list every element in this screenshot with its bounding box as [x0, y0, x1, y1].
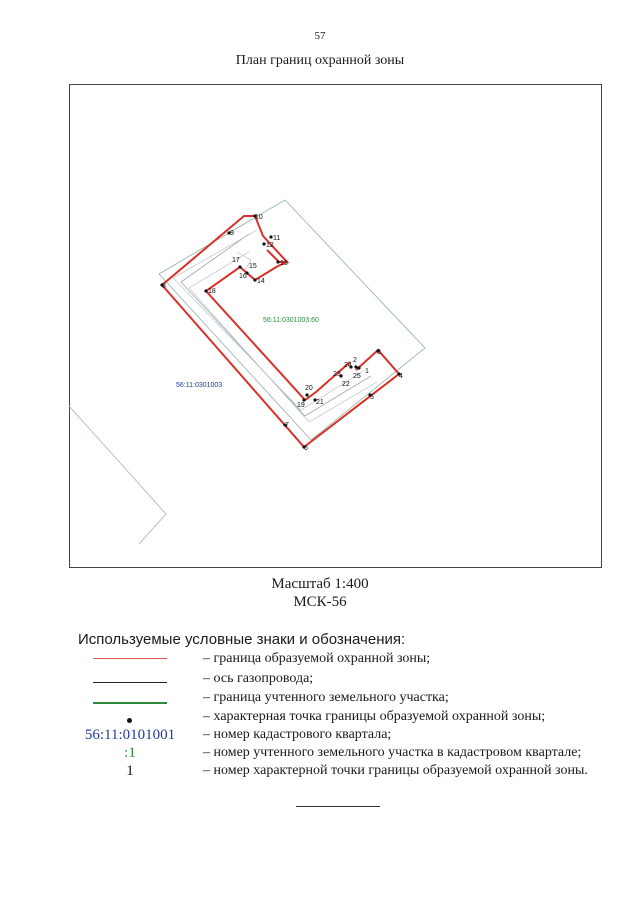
point-label-19: 19: [297, 402, 305, 409]
point-2-dot: [354, 365, 357, 368]
legend-desc: – граница учтенного земельного участка;: [203, 690, 449, 705]
point-label-6: 6: [304, 445, 308, 452]
point-label-23: 23: [333, 371, 341, 378]
closing-separator-line: [296, 806, 380, 807]
legend-item-gas-pipeline: [75, 671, 635, 689]
legend-item-parcel-boundary: [75, 690, 635, 708]
characteristic-points: [160, 214, 400, 448]
cadastral-quarter-label: 56:11:0301003: [176, 382, 223, 389]
legend-symbol-point-number: 1: [126, 763, 134, 779]
point-label-9: 9: [230, 230, 234, 237]
page-title: План границ охранной зоны: [235, 53, 405, 68]
legend-symbol-quarter-number: 56:11:0101001: [84, 727, 176, 743]
legend-desc: – номер кадастрового квартала;: [203, 727, 392, 742]
legend-symbol-green-line: [75, 690, 185, 708]
legend-item-characteristic-point: [75, 709, 635, 727]
map-scale: Масштаб 1:400: [271, 576, 369, 592]
legend-item-parcel-number: [75, 745, 635, 763]
point-label-10: 10: [255, 214, 263, 221]
point-label-11: 11: [273, 235, 281, 242]
legend-heading: Используемые условные знаки и обозначения:: [78, 631, 406, 648]
legend-symbol-parcel-number: :1: [124, 745, 136, 761]
zone-boundary-outer: [162, 216, 399, 447]
legend-desc: – граница образуемой охранной зоны;: [203, 651, 431, 666]
zone-boundary-inner: [206, 266, 350, 400]
point-label-20: 20: [305, 385, 313, 392]
point-label-13: 13: [280, 260, 288, 267]
point-label-2: 2: [353, 357, 357, 364]
parcel-label: 56:11:0301003:60: [263, 317, 319, 324]
point-label-15: 15: [249, 263, 257, 270]
point-20-dot: [305, 393, 308, 396]
quarter-boundary-left: [69, 406, 166, 544]
page-number: 57: [314, 30, 326, 42]
legend-desc: – номер характерной точки границы образуемой охранной зоны.: [203, 763, 588, 778]
point-label-8: 8: [162, 283, 166, 290]
boundary-plan-map: [69, 84, 602, 568]
point-label-16: 16: [239, 273, 247, 280]
point-1-dot: [357, 366, 360, 369]
legend-item-point-number: [75, 763, 635, 781]
point-label-22: 22: [342, 381, 350, 388]
point-label-3: 3: [377, 349, 381, 356]
point-label-1: 1: [365, 368, 369, 375]
point-label-14: 14: [257, 278, 265, 285]
legend-symbol-red-line: [75, 651, 185, 669]
point-label-7: 7: [285, 422, 289, 429]
point-label-5: 5: [370, 394, 374, 401]
point-17-dot: [238, 265, 241, 268]
point-label-17: 17: [232, 257, 240, 264]
legend-desc: – характерная точка границы образуемой охранной зоны;: [203, 709, 546, 724]
point-label-12: 12: [266, 242, 274, 249]
legend-item-zone-boundary: [75, 651, 635, 669]
legend-symbol-black-line: [75, 671, 185, 689]
point-label-4: 4: [399, 373, 403, 380]
point-label-21: 21: [316, 399, 324, 406]
legend-desc: – номер учтенного земельного участка в кадастровом квартале;: [203, 745, 582, 760]
legend-symbol-dot: [75, 709, 185, 727]
point-label-18: 18: [208, 288, 216, 295]
point-label-25: 25: [353, 373, 361, 380]
legend-desc: – ось газопровода;: [203, 671, 314, 686]
coordinate-system: МСК-56: [293, 594, 347, 610]
legend-item-cadastral-quarter: [75, 727, 635, 745]
point-label-24: 24: [344, 362, 352, 369]
